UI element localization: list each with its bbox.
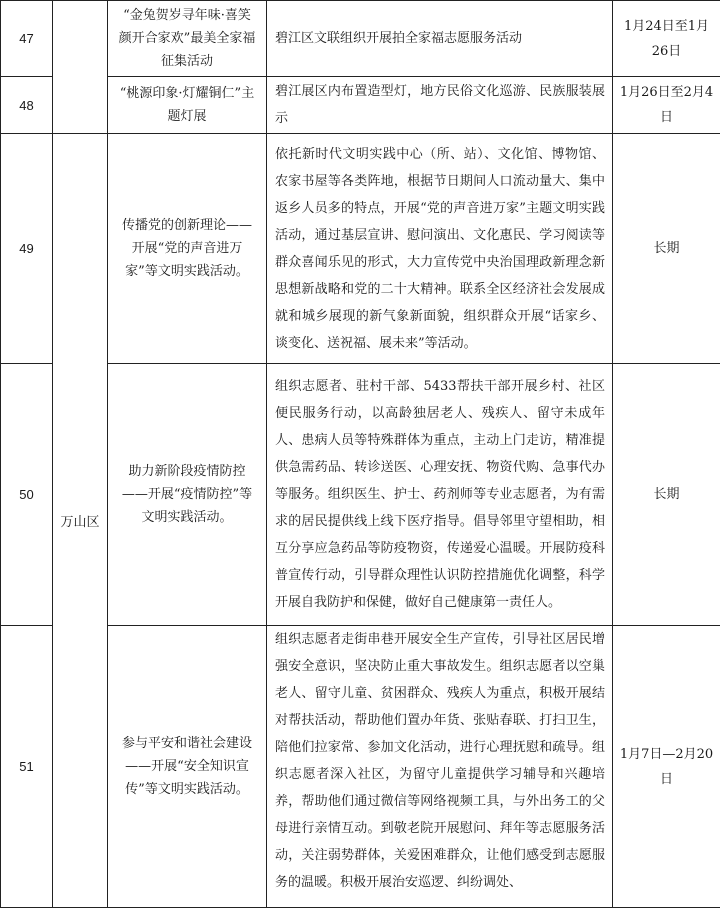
row-number: 51 [1, 626, 53, 908]
row-number: 50 [1, 364, 53, 626]
table-row [1, 77, 720, 134]
activity-content-cell [267, 626, 613, 908]
row-number: 49 [1, 134, 53, 364]
table-row [1, 626, 720, 908]
activity-title: “桃源印象·灯耀铜仁”主题灯展 [108, 77, 267, 134]
table-row [1, 1, 720, 77]
activity-content: 组织志愿者、驻村干部、5433帮扶干部开展乡村、社区便民服务行动，以高龄独居老人、残疾人、留守未成年人、患病人员等特殊群体为重点，主动上门走访，精准提供急需药品、转诊送医、心理安抚、物资代购、急事代办等服务。组织医生、护士、药剂师等专业志愿者，为有需求的居民提供线上线下医疗指导。倡导邻里守望相助，相互分享应急药品等防疫物资，传递爱心温暖。开展防疫科普宣传行动，引导群众理性认识防控措施优化调整，科学开展自我防护和保健，做好自己健康第一责任人。 [267, 364, 613, 626]
row-number: 48 [1, 77, 53, 134]
district-cell-empty [53, 1, 108, 134]
activity-content: 依托新时代文明实践中心（所、站）、文化馆、博物馆、农家书屋等各类阵地，根据节日期间人口流动量大、集中返乡人员多的特点，开展“党的声音进万家”主题文明实践活动，通过基层宣讲、慰问演出、文化惠民、学习阅读等群众喜闻乐见的形式，大力宣传党中央治国理政新理念新思想新战略和党的二十大精神。联系全区经济社会发展成就和城乡展现的新气象新面貌，组织群众开展“话家乡、谈变化、送祝福、展未来”等活动。 [267, 134, 613, 364]
activity-period: 长期 [613, 134, 720, 364]
activity-content: 组织志愿者走街串巷开展安全生产宣传，引导社区居民增强安全意识，坚决防止重大事故发生。组织志愿者以空巢老人、留守儿童、贫困群众、残疾人为重点，积极开展结对帮扶活动，帮助他们置办年货、张贴春联、打扫卫生，陪他们拉家常、参加文化活动，进行心理抚慰和疏导。组织志愿者深入社区，为留守儿童提供学习辅导和兴趣培养，帮助他们通过微信等网络视频工具，与外出务工的父母进行亲情互动。到敬老院开展慰问、拜年等志愿服务活动，关注弱势群体，关爱困难群众，让他们感受到志愿服务的温暖。积极开展治安巡逻、纠纷调处、 [275, 626, 605, 896]
activity-period: 长期 [613, 364, 720, 626]
activity-title: 参与平安和谐社会建设——开展“安全知识宣传”等文明实践活动。 [108, 626, 267, 908]
activity-period: 1月24日至1月26日 [613, 1, 720, 77]
row-number: 47 [1, 1, 53, 77]
table-row [1, 134, 720, 364]
activity-content: 碧江展区内布置造型灯，地方民俗文化巡游、民族服装展示 [267, 77, 613, 134]
table-row [1, 364, 720, 626]
activity-title: 传播党的创新理论——开展“党的声音进万家”等文明实践活动。 [108, 134, 267, 364]
activity-title: “金兔贺岁寻年味·喜笑颜开合家欢”最美全家福征集活动 [108, 1, 267, 77]
activity-title: 助力新阶段疫情防控——开展“疫情防控”等文明实践活动。 [108, 364, 267, 626]
activity-content: 碧江区文联组织开展拍全家福志愿服务活动 [267, 1, 613, 77]
activity-period: 1月7日—2月20日 [613, 626, 720, 908]
district-cell: 万山区 [53, 134, 108, 908]
activity-period: 1月26日至2月4日 [613, 77, 720, 134]
